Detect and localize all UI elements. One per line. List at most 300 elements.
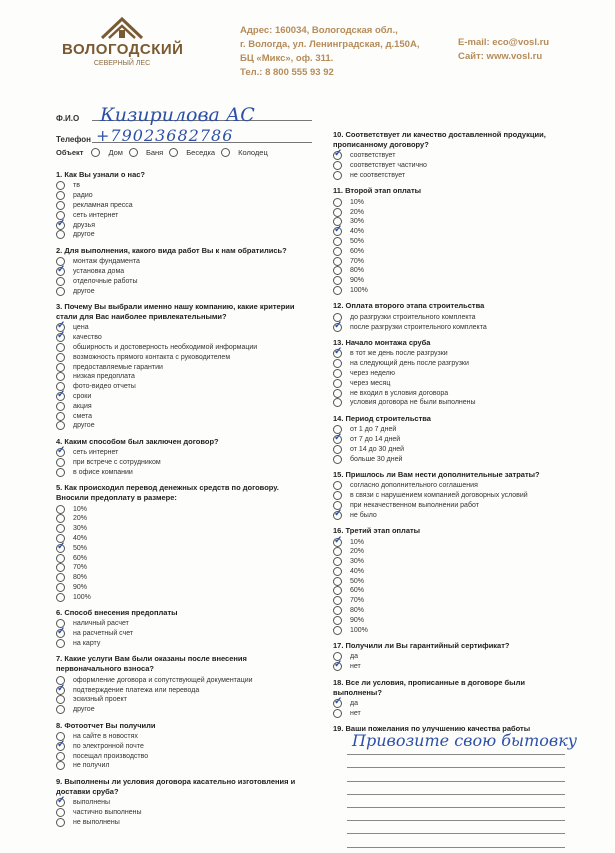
answer-option[interactable]: [333, 286, 573, 296]
option-label: не соответствует: [350, 171, 406, 179]
option-label: не получил: [73, 762, 110, 770]
option-label: Баня: [145, 148, 164, 157]
radio-circle[interactable]: [56, 353, 65, 362]
phone-label: Телефон: [56, 135, 91, 144]
radio-circle[interactable]: [333, 276, 342, 285]
radio-circle[interactable]: [56, 583, 65, 592]
radio-circle[interactable]: [56, 573, 65, 582]
answer-option[interactable]: [56, 514, 296, 524]
radio-circle[interactable]: [56, 402, 65, 411]
radio-circle[interactable]: [333, 445, 342, 454]
answer-option[interactable]: [56, 191, 296, 201]
answer-option[interactable]: [56, 592, 296, 602]
answer-option[interactable]: [333, 444, 573, 454]
option-label: 60%: [73, 554, 88, 562]
company-logo: [62, 16, 182, 86]
option-label: радио: [73, 192, 93, 200]
option-label: 40%: [73, 534, 88, 542]
radio-circle[interactable]: [221, 148, 230, 157]
option-label: 80%: [73, 574, 88, 582]
radio-circle[interactable]: [333, 237, 342, 246]
radio-circle[interactable]: [56, 191, 65, 200]
radio-circle[interactable]: [333, 596, 342, 605]
letterhead: [0, 0, 615, 95]
option-label: 70%: [350, 257, 365, 265]
answer-option[interactable]: [56, 553, 296, 563]
checked-circle-icon[interactable]: [56, 544, 65, 553]
radio-circle[interactable]: [56, 468, 65, 477]
question-block: [333, 641, 573, 672]
option-label: нет: [350, 663, 361, 671]
answer-option[interactable]: [56, 619, 296, 629]
question-block: [56, 608, 296, 648]
question-title: 13. Начало монтажа сруба: [333, 337, 431, 347]
radio-circle[interactable]: [333, 247, 342, 256]
question-block: [56, 437, 296, 477]
radio-circle[interactable]: [56, 818, 65, 827]
question-title: 3. Почему Вы выбрали именно нашу компанию, какие критерии стали для Вас наиболее привлекательными?: [56, 301, 295, 321]
checked-circle-icon[interactable]: [333, 349, 342, 358]
answer-option[interactable]: [56, 534, 296, 544]
writing-line: [347, 821, 565, 834]
radio-circle[interactable]: [56, 554, 65, 563]
address-line: Тел.: 8 800 555 93 92: [240, 67, 334, 78]
radio-circle[interactable]: [333, 709, 342, 718]
question-block: [56, 721, 296, 771]
option-label: при встрече с сотрудником: [73, 458, 161, 466]
checked-circle-icon[interactable]: [56, 798, 65, 807]
radio-circle[interactable]: [56, 593, 65, 602]
radio-circle[interactable]: [333, 389, 342, 398]
option-label: качество: [73, 334, 102, 342]
radio-circle[interactable]: [169, 148, 178, 157]
option-label: другое: [73, 287, 95, 295]
question-block: [56, 170, 296, 240]
option-label: на сайте в новостях: [73, 733, 138, 741]
radio-circle[interactable]: [56, 201, 65, 210]
radio-circle[interactable]: [56, 421, 65, 430]
answer-option[interactable]: [56, 639, 296, 649]
question-block: [56, 246, 296, 296]
answer-option[interactable]: [56, 458, 296, 468]
answer-option[interactable]: [56, 392, 296, 402]
answer-option[interactable]: [56, 629, 296, 639]
answer-option[interactable]: [333, 207, 573, 217]
option-label: не выполнены: [73, 818, 120, 826]
question-block: [56, 483, 296, 602]
option-label: согласно дополнительного соглашения: [350, 482, 478, 490]
answer-option[interactable]: [333, 161, 573, 171]
radio-circle[interactable]: [333, 455, 342, 464]
answer-option[interactable]: [333, 699, 573, 709]
answer-option[interactable]: [333, 501, 573, 511]
writing-line: [347, 834, 565, 847]
radio-circle[interactable]: [56, 287, 65, 296]
checked-circle-icon[interactable]: [333, 662, 342, 671]
radio-circle[interactable]: [56, 230, 65, 239]
option-label: 10%: [350, 538, 365, 546]
website-text: Сайт: www.vosl.ru: [458, 51, 543, 62]
radio-circle[interactable]: [333, 567, 342, 576]
answer-option[interactable]: [333, 481, 573, 491]
object-row: [56, 148, 274, 157]
answer-option[interactable]: [333, 615, 573, 625]
option-label: рекламная пресса: [73, 201, 133, 209]
checked-circle-icon[interactable]: [56, 392, 65, 401]
answer-option[interactable]: [56, 675, 296, 685]
answer-option[interactable]: [56, 343, 296, 353]
checked-circle-icon[interactable]: [333, 227, 342, 236]
answer-option[interactable]: [56, 751, 296, 761]
question-title: 6. Способ внесения предоплаты: [56, 608, 178, 618]
radio-circle[interactable]: [333, 606, 342, 615]
option-label: 20%: [350, 548, 365, 556]
answer-option[interactable]: [56, 382, 296, 392]
address-line: Адрес: 160034, Вологодская обл.,: [240, 25, 398, 36]
answer-option[interactable]: [333, 276, 573, 286]
answer-option[interactable]: [333, 369, 573, 379]
answer-option[interactable]: [56, 563, 296, 573]
question-title: 4. Каким способом был заключен договор?: [56, 436, 219, 446]
radio-circle[interactable]: [56, 505, 65, 514]
option-label: другое: [73, 231, 95, 239]
option-label: друзья: [73, 221, 96, 229]
option-label: 30%: [350, 558, 365, 566]
question-title: 11. Второй этап оплаты: [333, 186, 422, 196]
answer-option[interactable]: [333, 197, 573, 207]
radio-circle[interactable]: [56, 181, 65, 190]
answer-option[interactable]: [56, 181, 296, 191]
option-label: смета: [73, 412, 92, 420]
answer-option[interactable]: [56, 267, 296, 277]
answer-option[interactable]: [333, 398, 573, 408]
email-text: E-mail: eco@vosl.ru: [458, 37, 550, 48]
answer-option[interactable]: [333, 312, 573, 322]
phone-value[interactable]: +79023682786: [96, 126, 234, 145]
answer-option[interactable]: [56, 504, 296, 514]
checked-circle-icon[interactable]: [56, 267, 65, 276]
logo-name: ВОЛОГОДСКИЙ: [62, 41, 184, 58]
answer-option[interactable]: [56, 421, 296, 431]
answer-option[interactable]: [333, 652, 573, 662]
option-label: через неделю: [350, 369, 396, 377]
answer-option[interactable]: [333, 151, 573, 161]
radio-circle[interactable]: [56, 752, 65, 761]
option-label: в связи с нарушением компанией договорных условий: [350, 492, 528, 500]
radio-circle[interactable]: [333, 359, 342, 368]
option-label: отделочные работы: [73, 277, 138, 285]
answer-option[interactable]: [56, 761, 296, 771]
answer-option[interactable]: [56, 448, 296, 458]
answer-option[interactable]: [333, 322, 573, 332]
option-label: соответствует частично: [350, 162, 427, 170]
object-option[interactable]: [169, 148, 215, 157]
answer-option[interactable]: [56, 210, 296, 220]
logo-subtitle: СЕВЕРНЫЙ ЛЕС: [93, 60, 151, 67]
answer-option[interactable]: [56, 705, 296, 715]
radio-circle[interactable]: [333, 208, 342, 217]
radio-circle[interactable]: [333, 161, 342, 170]
option-label: 80%: [350, 607, 365, 615]
checked-circle-icon[interactable]: [333, 151, 342, 160]
wishes-lines: [347, 742, 565, 848]
option-label: низкая предоплата: [73, 373, 135, 381]
option-label: по электронной почте: [73, 742, 144, 750]
option-label: 50%: [73, 544, 88, 552]
answer-option[interactable]: [56, 220, 296, 230]
answer-option[interactable]: [333, 388, 573, 398]
option-label: в офисе компании: [73, 468, 133, 476]
answer-option[interactable]: [333, 547, 573, 557]
answer-option[interactable]: [56, 808, 296, 818]
question-title: 18. Все ли условия, прописанные в договоре были выполнены?: [333, 677, 525, 697]
answer-option[interactable]: [333, 625, 573, 635]
option-label: другое: [73, 422, 95, 430]
answer-option[interactable]: [333, 567, 573, 577]
option-label: да: [350, 700, 358, 708]
answer-option[interactable]: [56, 741, 296, 751]
option-label: оформление договора и сопутствующей документации: [73, 676, 253, 684]
address-line: г. Вологда, ул. Ленинградская, д.150А,: [240, 39, 420, 50]
radio-circle[interactable]: [333, 491, 342, 500]
question-title: 16. Третий этап оплаты: [333, 526, 421, 536]
option-label: не входил в условия договора: [350, 389, 449, 397]
radio-circle[interactable]: [333, 257, 342, 266]
checked-circle-icon[interactable]: [56, 686, 65, 695]
writing-line: [347, 808, 565, 821]
option-label: обширность и достоверность необходимой информации: [73, 343, 258, 351]
answer-option[interactable]: [56, 333, 296, 343]
radio-circle[interactable]: [56, 412, 65, 421]
radio-circle[interactable]: [333, 379, 342, 388]
radio-circle[interactable]: [56, 639, 65, 648]
option-label: наличный расчет: [73, 620, 129, 628]
questions-right-column: [333, 130, 573, 740]
answer-option[interactable]: [333, 662, 573, 672]
checked-circle-icon[interactable]: [56, 629, 65, 638]
answer-option[interactable]: [56, 573, 296, 583]
address-line: БЦ «Микс», оф. 311.: [240, 53, 334, 64]
checked-circle-icon[interactable]: [333, 699, 342, 708]
radio-circle[interactable]: [56, 524, 65, 533]
question-block: [333, 130, 573, 180]
answer-option[interactable]: [333, 256, 573, 266]
answer-option[interactable]: [56, 543, 296, 553]
answer-option[interactable]: [333, 425, 573, 435]
object-option[interactable]: [129, 148, 163, 157]
answer-option[interactable]: [56, 695, 296, 705]
writing-line: [347, 795, 565, 808]
answer-option[interactable]: [333, 378, 573, 388]
answer-option[interactable]: [333, 359, 573, 369]
question-block: [333, 338, 573, 408]
checked-circle-icon[interactable]: [56, 448, 65, 457]
checked-circle-icon[interactable]: [56, 742, 65, 751]
option-label: условия договора не были выполнены: [350, 399, 476, 407]
radio-circle[interactable]: [56, 514, 65, 523]
radio-circle[interactable]: [333, 547, 342, 556]
answer-option[interactable]: [56, 286, 296, 296]
questions-left-column: [56, 170, 296, 833]
answer-option[interactable]: [333, 266, 573, 276]
radio-circle[interactable]: [56, 277, 65, 286]
answer-option[interactable]: [333, 435, 573, 445]
radio-circle[interactable]: [333, 586, 342, 595]
option-label: 100%: [73, 593, 91, 601]
radio-circle[interactable]: [333, 626, 342, 635]
checked-circle-icon[interactable]: [333, 511, 342, 520]
option-label: возможность прямого контакта с руководителем: [73, 353, 231, 361]
checked-circle-icon[interactable]: [333, 323, 342, 332]
answer-option[interactable]: [333, 708, 573, 718]
radio-circle[interactable]: [333, 369, 342, 378]
option-label: подтверждение платежа или перевода: [73, 686, 200, 694]
company-contacts: [458, 36, 549, 64]
wishes-handwritten-answer[interactable]: Привозите свою бытовку: [352, 731, 578, 750]
radio-circle[interactable]: [333, 616, 342, 625]
answer-option[interactable]: [333, 491, 573, 501]
answer-option[interactable]: [56, 352, 296, 362]
radio-circle[interactable]: [56, 695, 65, 704]
answer-option[interactable]: [56, 372, 296, 382]
answer-option[interactable]: [333, 596, 573, 606]
answer-option[interactable]: [56, 467, 296, 477]
question-title: 15. Пришлось ли Вам нести дополнительные затраты?: [333, 469, 540, 479]
option-label: через месяц: [350, 379, 391, 387]
answer-option[interactable]: [333, 171, 573, 181]
option-label: 60%: [350, 587, 365, 595]
answer-option[interactable]: [56, 230, 296, 240]
answer-option[interactable]: [56, 685, 296, 695]
fio-value[interactable]: Кизирилова АС: [100, 104, 255, 126]
answer-option[interactable]: [56, 201, 296, 211]
question-block: [333, 186, 573, 295]
answer-option[interactable]: [333, 510, 573, 520]
option-label: 40%: [350, 228, 365, 236]
fio-label: Ф.И.О: [56, 114, 80, 123]
option-label: 80%: [350, 267, 365, 275]
radio-circle[interactable]: [333, 557, 342, 566]
question-block: [333, 678, 573, 719]
checked-circle-icon[interactable]: [56, 333, 65, 342]
answer-option[interactable]: [56, 401, 296, 411]
radio-circle[interactable]: [56, 705, 65, 714]
option-label: 70%: [73, 564, 88, 572]
question-title: 7. Какие услуги Вам были оказаны после внесения первоначального взноса?: [56, 654, 247, 674]
answer-option[interactable]: [56, 323, 296, 333]
question-block: [333, 470, 573, 520]
checked-circle-icon[interactable]: [56, 221, 65, 230]
answer-option[interactable]: [56, 362, 296, 372]
radio-circle[interactable]: [333, 398, 342, 407]
option-label: нет: [350, 709, 361, 717]
answer-option[interactable]: [333, 217, 573, 227]
option-label: 100%: [350, 626, 368, 634]
question-block: [333, 414, 573, 464]
answer-option[interactable]: [56, 257, 296, 267]
question-block: [333, 301, 573, 332]
radio-circle[interactable]: [91, 148, 100, 157]
question-title: 9. Выполнены ли условия договора касательно изготовления и доставки сруба?: [56, 776, 296, 796]
question-title: 17. Получили ли Вы гарантийный сертификат?: [333, 641, 510, 651]
radio-circle[interactable]: [56, 808, 65, 817]
writing-line: [347, 755, 565, 768]
radio-circle[interactable]: [56, 761, 65, 770]
option-label: 50%: [350, 577, 365, 585]
answer-option[interactable]: [333, 246, 573, 256]
answer-option[interactable]: [333, 227, 573, 237]
option-label: да: [350, 653, 358, 661]
object-option[interactable]: [221, 148, 268, 157]
answer-option[interactable]: [56, 732, 296, 742]
radio-circle[interactable]: [333, 481, 342, 490]
answer-option[interactable]: [56, 817, 296, 827]
question-title: 8. Фотоотчет Вы получили: [56, 720, 156, 730]
checked-circle-icon[interactable]: [333, 538, 342, 547]
option-label: 90%: [350, 277, 365, 285]
answer-option[interactable]: [333, 557, 573, 567]
option-label: фото-видео отчеты: [73, 383, 136, 391]
radio-circle[interactable]: [56, 458, 65, 467]
option-label: цена: [73, 324, 89, 332]
answer-option[interactable]: [56, 524, 296, 534]
answer-option[interactable]: [333, 237, 573, 247]
answer-option[interactable]: [56, 411, 296, 421]
option-label: выполнены: [73, 799, 111, 807]
option-label: больше 30 дней: [350, 455, 403, 463]
answer-option[interactable]: [56, 583, 296, 593]
answer-option[interactable]: [333, 537, 573, 547]
answer-option[interactable]: [56, 798, 296, 808]
option-label: частично выполнены: [73, 809, 142, 817]
object-option[interactable]: [91, 148, 123, 157]
option-label: не было: [350, 511, 377, 519]
answer-option[interactable]: [56, 276, 296, 286]
option-label: 10%: [350, 198, 365, 206]
option-label: соответствует: [350, 152, 396, 160]
radio-circle[interactable]: [56, 343, 65, 352]
option-label: сроки: [73, 392, 92, 400]
option-label: монтаж фундамента: [73, 258, 140, 266]
answer-option[interactable]: [333, 454, 573, 464]
radio-circle[interactable]: [333, 171, 342, 180]
option-label: эскизный проект: [73, 696, 127, 704]
radio-circle[interactable]: [333, 286, 342, 295]
radio-circle[interactable]: [333, 198, 342, 207]
checked-circle-icon[interactable]: [333, 435, 342, 444]
answer-option[interactable]: [333, 606, 573, 616]
writing-line: [347, 782, 565, 795]
option-label: посещал производство: [73, 752, 149, 760]
radio-circle[interactable]: [56, 563, 65, 572]
answer-option[interactable]: [333, 576, 573, 586]
option-label: установка дома: [73, 267, 125, 275]
option-label: 100%: [350, 286, 368, 294]
radio-circle[interactable]: [56, 372, 65, 381]
company-address: [240, 24, 419, 80]
option-label: 60%: [350, 247, 365, 255]
radio-circle[interactable]: [333, 266, 342, 275]
object-label: Объект: [56, 148, 84, 157]
answer-option[interactable]: [333, 349, 573, 359]
option-label: 90%: [350, 616, 365, 624]
radio-circle[interactable]: [333, 577, 342, 586]
option-label: на следующий день после разгрузки: [350, 360, 469, 368]
radio-circle[interactable]: [129, 148, 138, 157]
question-title: 1. Как Вы узнали о нас?: [56, 170, 146, 179]
radio-circle[interactable]: [56, 363, 65, 372]
answer-option[interactable]: [333, 586, 573, 596]
